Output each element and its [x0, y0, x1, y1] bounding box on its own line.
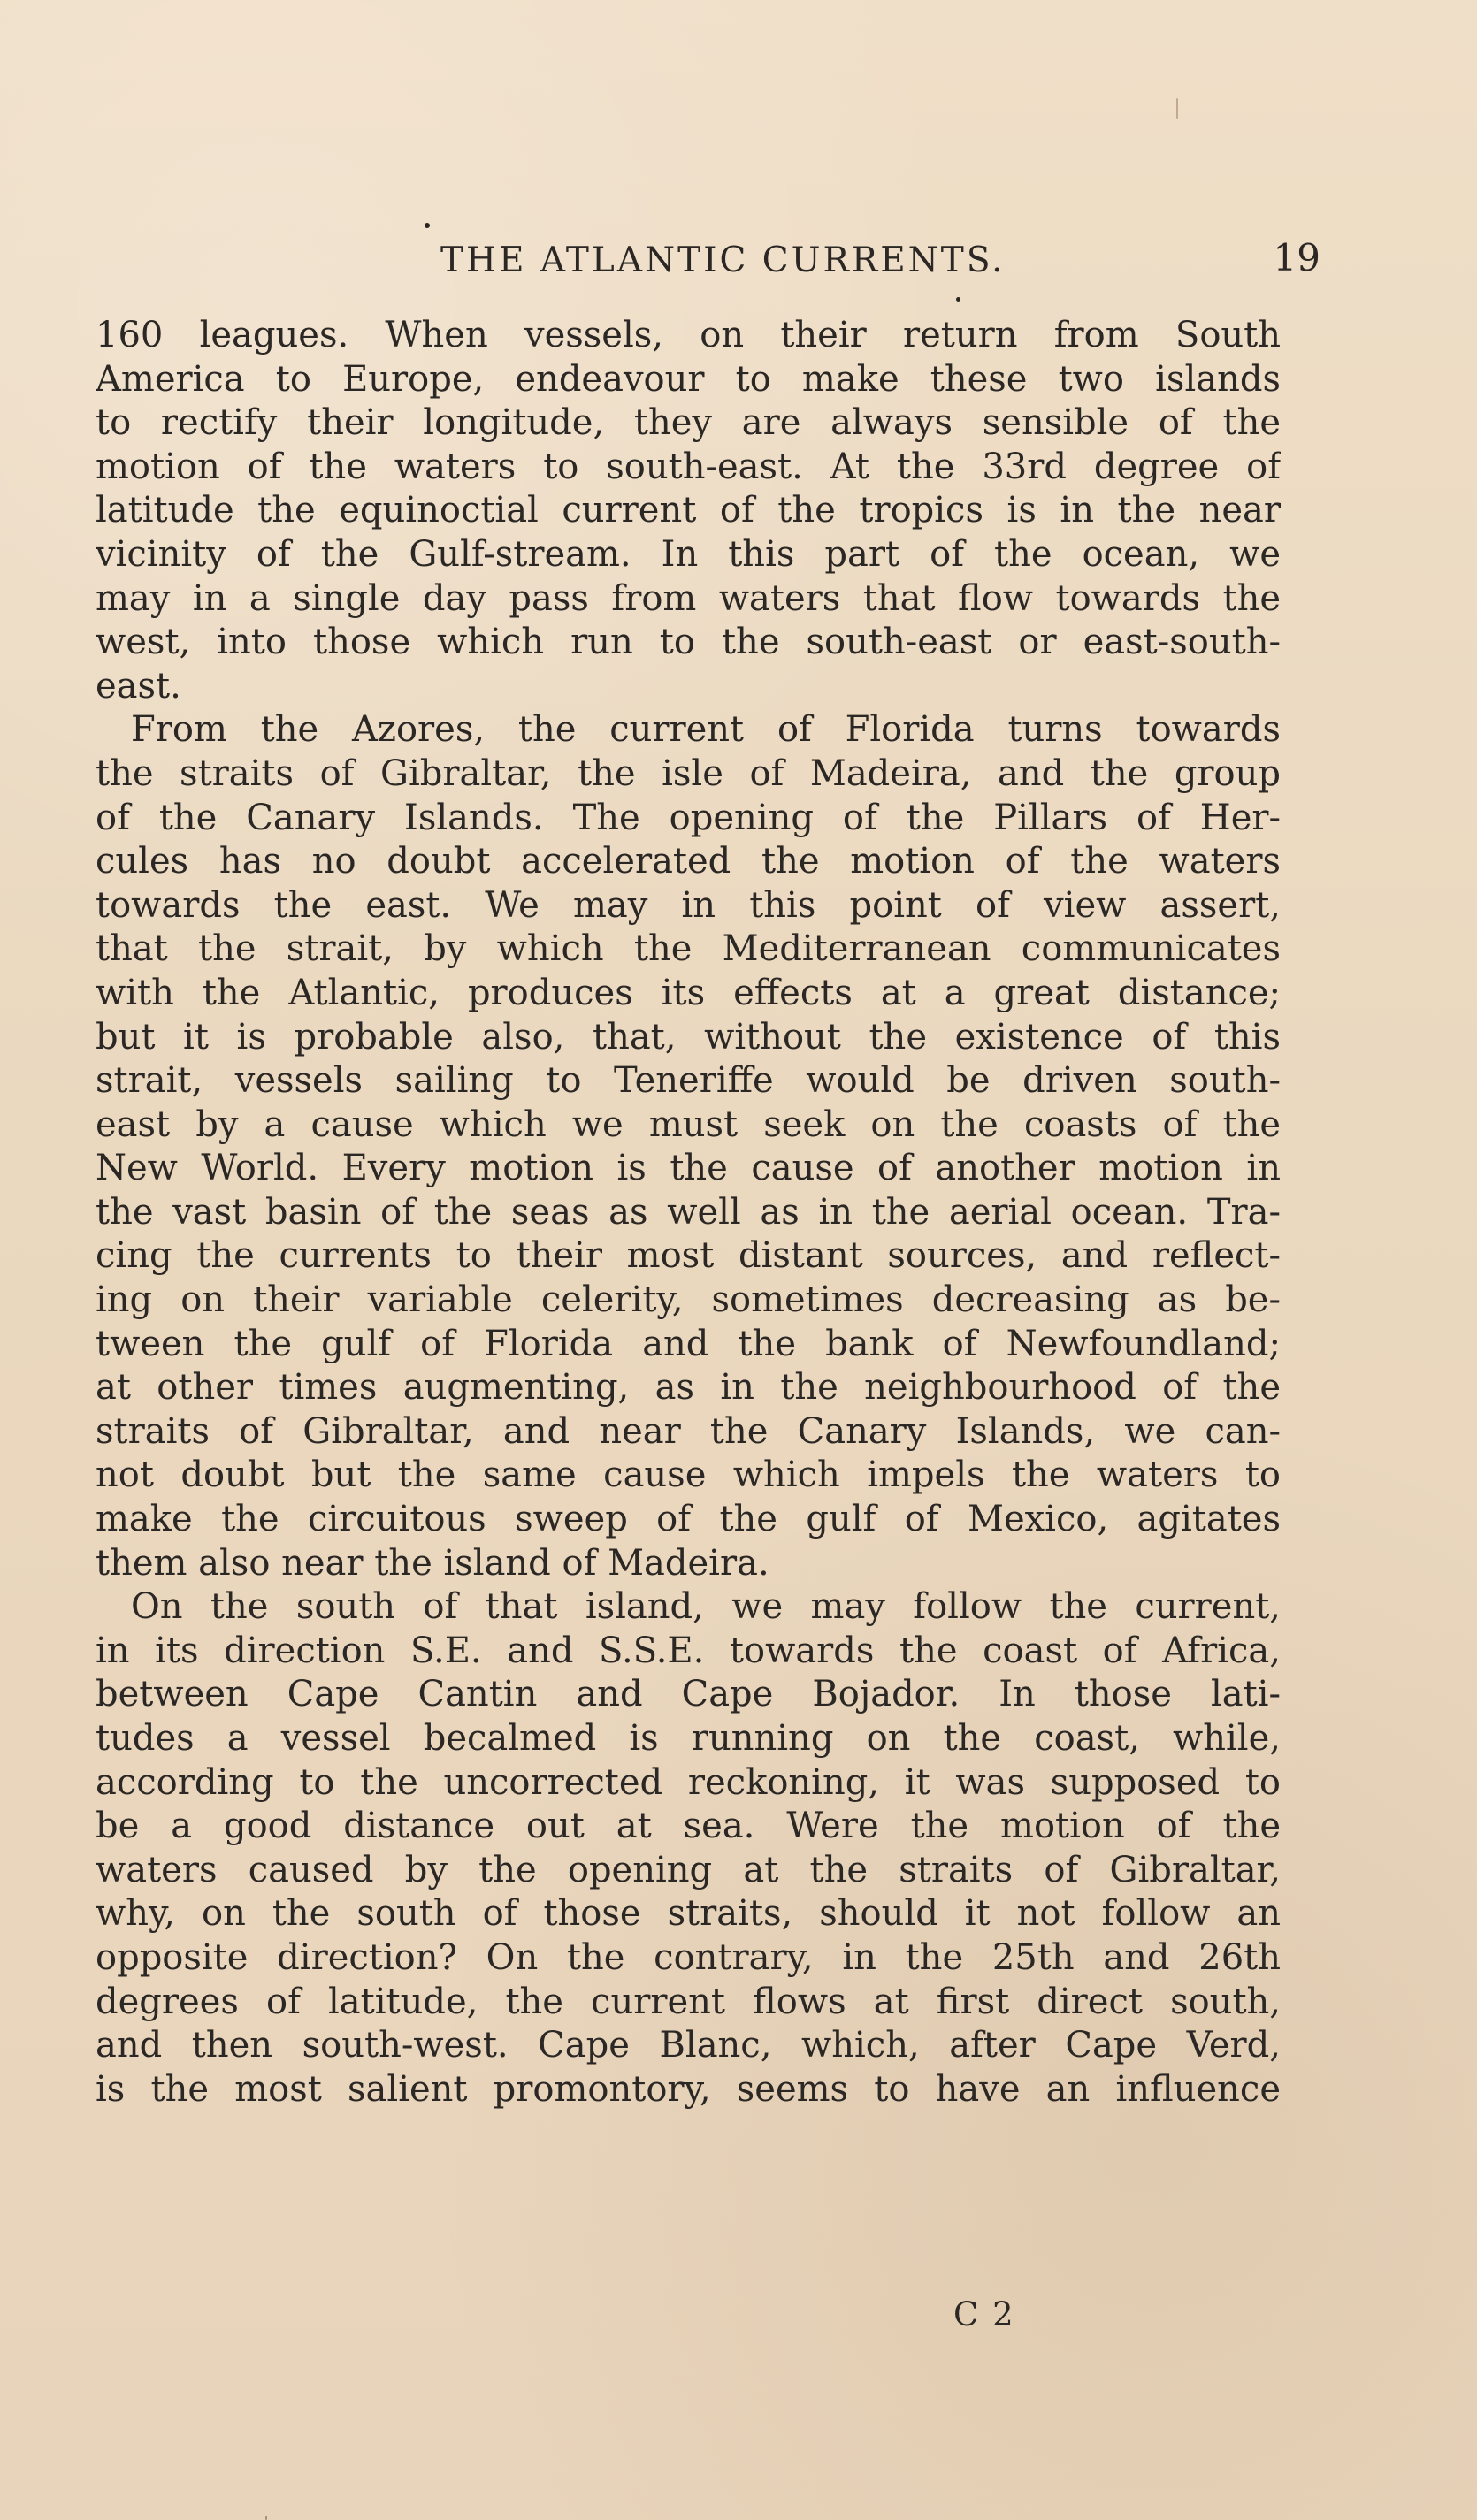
body-line: is the most salient promontory, seems to have an influence	[96, 2068, 1281, 2110]
body-line: not doubt but the same cause which impels the waters to	[96, 1455, 1281, 1496]
body-line: according to the uncorrected reckoning, it was supposed to	[96, 1761, 1281, 1803]
body-line: and then south-west. Cape Blanc, which, after Cape Verd,	[96, 2025, 1281, 2066]
body-line: why, on the south of those straits, should it not follow an	[96, 1893, 1281, 1935]
body-line: towards the east. We may in this point of view assert,	[96, 884, 1281, 926]
body-line: latitude the equinoctial current of the tropics is in the near	[96, 490, 1281, 531]
running-title: THE ATLANTIC CURRENTS.	[440, 241, 1006, 280]
page-header	[96, 237, 1320, 285]
body-text	[96, 314, 1281, 2111]
body-line: the vast basin of the seas as well as in the aerial ocean. Tra-	[96, 1191, 1281, 1233]
body-line: east.	[96, 665, 181, 706]
body-line: may in a single day pass from waters that flow towards the	[96, 577, 1281, 619]
body-line: cing the currents to their most distant sources, and reflect-	[96, 1235, 1281, 1277]
body-line: east by a cause which we must seek on the coasts of the	[96, 1103, 1281, 1145]
body-line: 160 leagues. When vessels, on their return from South	[96, 315, 1281, 355]
body-line: but it is probable also, that, without the existence of this	[96, 1016, 1281, 1058]
body-line: between Cape Cantin and Cape Bojador. In those lati-	[96, 1674, 1281, 1715]
body-line: ing on their variable celerity, sometimes decreasing as be-	[96, 1279, 1281, 1321]
body-line: west, into those which run to the south-east or east-south-	[96, 622, 1281, 663]
page-number: 19	[1273, 236, 1320, 279]
body-line: New World. Every motion is the cause of another motion in	[96, 1148, 1281, 1189]
body-line: that the strait, by which the Mediterranean communicates	[96, 928, 1281, 970]
body-line: America to Europe, endeavour to make these two islands	[96, 358, 1281, 400]
printer-dot-mark	[956, 297, 960, 302]
body-line: to rectify their longitude, they are always sensible of the	[96, 402, 1281, 444]
paragraph-start-line: On the south of that island, we may follow the current,	[131, 1586, 1281, 1628]
body-line: them also near the island of Madeira.	[96, 1542, 769, 1584]
paper-speck-mark	[1176, 98, 1178, 119]
signature-mark: C 2	[953, 2295, 1015, 2333]
body-line: opposite direction? On the contrary, in the 25th and 26th	[96, 1936, 1281, 1978]
body-line: with the Atlantic, produces its effects at a great distance;	[96, 972, 1281, 1013]
printer-dot-mark	[425, 223, 430, 228]
body-line: straits of Gibraltar, and near the Canary Islands, we can-	[96, 1410, 1281, 1452]
body-line: waters caused by the opening at the straits of Gibraltar,	[96, 1849, 1281, 1890]
body-line: strait, vessels sailing to Teneriffe would be driven south-	[96, 1060, 1281, 1102]
body-line: vicinity of the Gulf-stream. In this part of the ocean, we	[96, 533, 1281, 575]
body-line: degrees of latitude, the current flows at first direct south,	[96, 1981, 1281, 2022]
body-line: of the Canary Islands. The opening of the Pillars of Her-	[96, 797, 1281, 838]
paragraph-start-line: From the Azores, the current of Florida turns towards	[131, 709, 1281, 751]
body-line: tween the gulf of Florida and the bank of Newfoundland;	[96, 1323, 1281, 1364]
body-line: tudes a vessel becalmed is running on the coast, while,	[96, 1718, 1281, 1759]
body-line: make the circuitous sweep of the gulf of Mexico, agitates	[96, 1499, 1281, 1540]
body-line: be a good distance out at sea. Were the motion of the	[96, 1806, 1281, 1847]
paper-speck-mark	[265, 2516, 267, 2520]
body-line: cules has no doubt accelerated the motion of the waters	[96, 841, 1281, 882]
body-line: in its direction S.E. and S.S.E. towards the coast of Africa,	[96, 1630, 1281, 1671]
body-line: the straits of Gibraltar, the isle of Madeira, and the group	[96, 752, 1281, 794]
body-line: motion of the waters to south-east. At the 33rd degree of	[96, 446, 1281, 487]
body-line: at other times augmenting, as in the neighbourhood of the	[96, 1367, 1281, 1409]
